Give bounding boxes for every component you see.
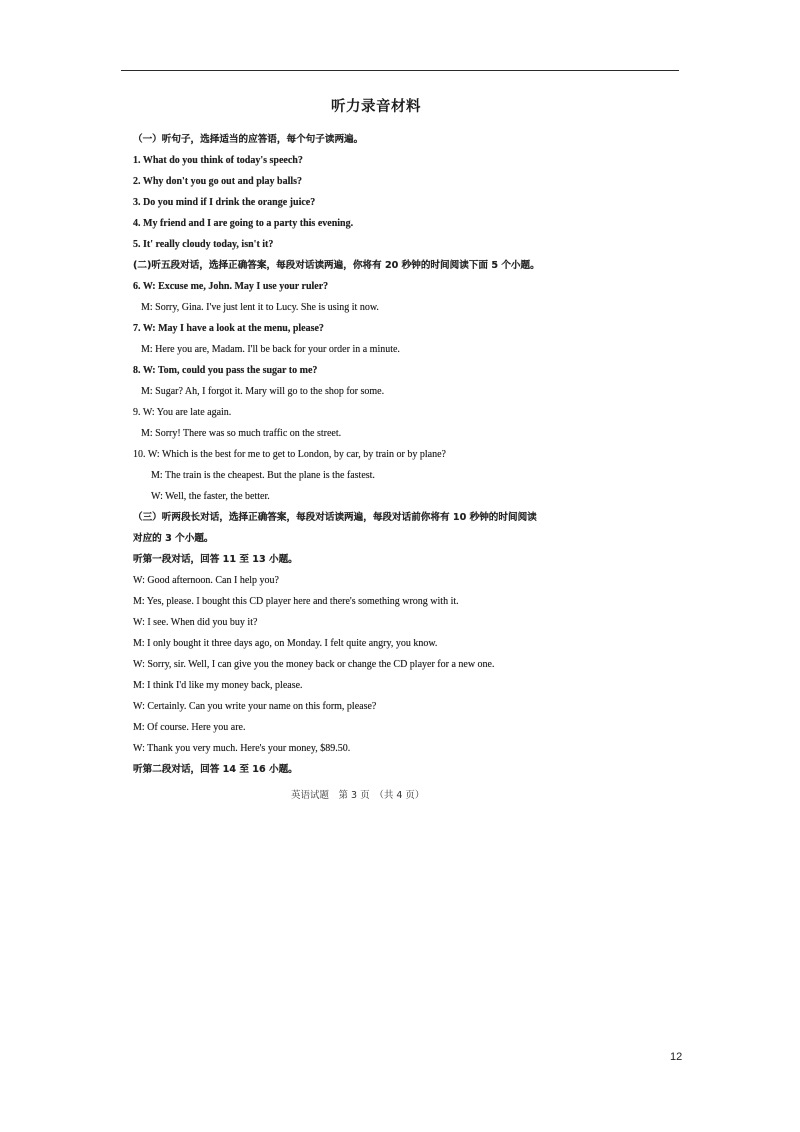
dialogue-one-heading: 听第一段对话，回答 11 至 13 小题。	[133, 554, 298, 565]
question-9-w: 9. W: You are late again.	[133, 407, 232, 418]
question-5: 5. It' really cloudy today, isn't it?	[133, 239, 274, 250]
dialogue-line: M: Of course. Here you are.	[133, 722, 246, 733]
page-number: 12	[670, 1051, 683, 1063]
question-7-m: M: Here you are, Madam. I'll be back for your order in a minute.	[141, 344, 400, 355]
question-4: 4. My friend and I are going to a party this evening.	[133, 218, 354, 229]
question-10-m: M: The train is the cheapest. But the plane is the fastest.	[151, 470, 375, 481]
exam-page-footer: 英语试题 第 3 页 （共 4 页）	[291, 790, 425, 801]
header-rule	[121, 70, 679, 71]
section-three-heading: （三）听两段长对话，选择正确答案，每段对话读两遍，每段对话前你将有 10 秒钟的时间阅读	[133, 512, 537, 523]
question-2: 2. Why don't you go out and play balls?	[133, 176, 303, 187]
dialogue-line: W: Sorry, sir. Well, I can give you the money back or change the CD player for a new one.	[133, 659, 495, 670]
question-3: 3. Do you mind if I drink the orange juice?	[133, 197, 316, 208]
dialogue-line: W: Good afternoon. Can I help you?	[133, 575, 279, 586]
dialogue-two-heading: 听第二段对话，回答 14 至 16 小题。	[133, 764, 298, 775]
question-1: 1. What do you think of today's speech?	[133, 155, 303, 166]
scanned-content	[133, 95, 603, 780]
section-three-heading-cont: 对应的 3 个小题。	[133, 533, 214, 544]
question-6-w: 6. W: Excuse me, John. May I use your ruler?	[133, 281, 329, 292]
dialogue-line: W: I see. When did you buy it?	[133, 617, 258, 628]
document-title: 听力录音材料	[331, 99, 421, 115]
dialogue-line: W: Thank you very much. Here's your money, $89.50.	[133, 743, 351, 754]
question-10-w2: W: Well, the faster, the better.	[151, 491, 270, 502]
section-one-heading: （一）听句子，选择适当的应答语，每个句子读两遍。	[133, 134, 364, 145]
question-6-m: M: Sorry, Gina. I've just lent it to Lucy. She is using it now.	[141, 302, 379, 313]
question-7-w: 7. W: May I have a look at the menu, please?	[133, 323, 324, 334]
question-8-w: 8. W: Tom, could you pass the sugar to me?	[133, 365, 318, 376]
dialogue-line: M: I think I'd like my money back, please.	[133, 680, 303, 691]
section-two-heading: (二)听五段对话，选择正确答案，每段对话读两遍，你将有 20 秒钟的时间阅读下面 5 个小题。	[133, 260, 540, 271]
question-10-w: 10. W: Which is the best for me to get to London, by car, by train or by plane?	[133, 449, 446, 460]
question-8-m: M: Sugar? Ah, I forgot it. Mary will go to the shop for some.	[141, 386, 385, 397]
dialogue-line: M: I only bought it three days ago, on Monday. I felt quite angry, you know.	[133, 638, 438, 649]
dialogue-line: W: Certainly. Can you write your name on this form, please?	[133, 701, 377, 712]
question-9-m: M: Sorry! There was so much traffic on the street.	[141, 428, 342, 439]
dialogue-line: M: Yes, please. I bought this CD player here and there's something wrong with it.	[133, 596, 459, 607]
